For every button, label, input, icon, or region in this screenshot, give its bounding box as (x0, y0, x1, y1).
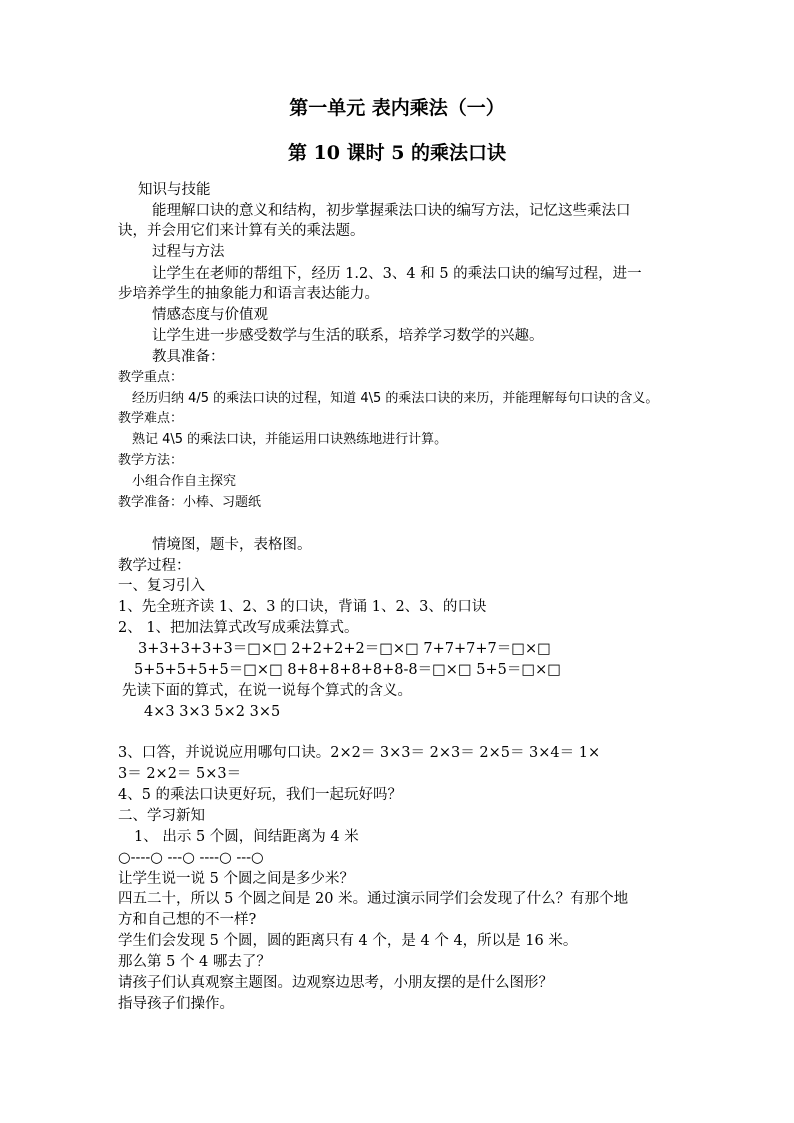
body-line: 让学生说一说 5 个圆之间是多少米？ (118, 871, 354, 887)
section-heading-new: 二、学习新知 (118, 808, 205, 824)
body-line: 1、先全班齐读 1、2、3 的口诀，背诵 1、2、3、的口诀 (118, 599, 487, 615)
body-line: 4、5 的乘法口诀更好玩，我们一起玩好吗？ (118, 787, 403, 803)
body-line: 经历归纳 4/5 的乘法口诀的过程，知道 4\5 的乘法口诀的来历，并能理解每句口诀的含义。 (132, 391, 659, 406)
body-line: 四五二十，所以 5 个圆之间是 20 米。通过演示同学们会发现了什么？有那个地 (118, 891, 629, 907)
body-line: 熟记 4\5 的乘法口诀，并能运用口诀熟练地进行计算。 (132, 432, 448, 447)
circle-diagram-line: ○----○ ---○ ----○ ---○ (118, 850, 264, 866)
preparation-heading: 教学准备：小棒、习题纸 (118, 495, 262, 510)
body-line: 指导孩子们操作。 (118, 996, 234, 1012)
lesson-title: 第 10 课时 5 的乘法口诀 (287, 142, 507, 164)
body-line: 先读下面的算式，在说一说每个算式的含义。 (122, 683, 412, 699)
body-line: 2、 1、把加法算式改写成乘法算式。 (118, 620, 359, 636)
body-line: 情境图，题卡，表格图。 (152, 537, 312, 553)
objective-heading-process: 过程与方法 (152, 244, 225, 260)
body-line: 小组合作自主探究 (132, 474, 237, 489)
exercise-line: 4×3 3×3 5×2 3×5 (144, 704, 281, 720)
section-heading-review: 一、复习引入 (118, 578, 205, 594)
body-line: 1、 出示 5 个圆，间结距离为 4 米 (134, 829, 359, 845)
exercise-line: 5+5+5+5+5＝□×□ 8+8+8+8+8+8-8＝□×□ 5+5＝□×□ (134, 662, 561, 678)
objective-heading-attitude: 情感态度与价值观 (152, 307, 268, 323)
teaching-aids-heading: 教具准备： (152, 349, 225, 365)
methods-heading: 教学方法： (118, 453, 184, 468)
body-line: 学生们会发现 5 个圆，圆的距离只有 4 个，是 4 个 4，所以是 16 米。 (118, 933, 578, 949)
body-line: 让学生在老师的帮组下，经历 1.2、3、4 和 5 的乘法口诀的编写过程，进一 (152, 266, 642, 282)
body-line: 让学生进一步感受数学与生活的联系，培养学习数学的兴趣。 (152, 328, 544, 344)
body-line: 步培养学生的抽象能力和语言表达能力。 (118, 286, 379, 302)
body-line: 3＝ 2×2＝ 5×3＝ (118, 766, 242, 782)
body-line: 3、口答，并说说应用哪句口诀。2×2＝ 3×3＝ 2×3＝ 2×5＝ 3×4＝ 1× (118, 745, 601, 761)
key-points-heading: 教学重点： (118, 370, 184, 385)
body-line: 能理解口诀的意义和结构，初步掌握乘法口诀的编写方法，记忆这些乘法口 (152, 203, 631, 219)
exercise-line: 3+3+3+3+3＝□×□ 2+2+2+2＝□×□ 7+7+7+7＝□×□ (138, 641, 551, 657)
process-heading: 教学过程： (118, 558, 191, 574)
body-line: 那么第 5 个 4 哪去了？ (118, 954, 271, 970)
unit-title: 第一单元 表内乘法（一） (289, 97, 505, 119)
objective-heading-knowledge: 知识与技能 (138, 182, 211, 198)
body-line: 请孩子们认真观察主题图。边观察边思考，小朋友摆的是什么图形？ (118, 975, 553, 991)
body-line: 诀，并会用它们来计算有关的乘法题。 (118, 223, 365, 239)
difficulties-heading: 教学难点： (118, 411, 184, 426)
body-line: 方和自己想的不一样? (118, 912, 257, 928)
